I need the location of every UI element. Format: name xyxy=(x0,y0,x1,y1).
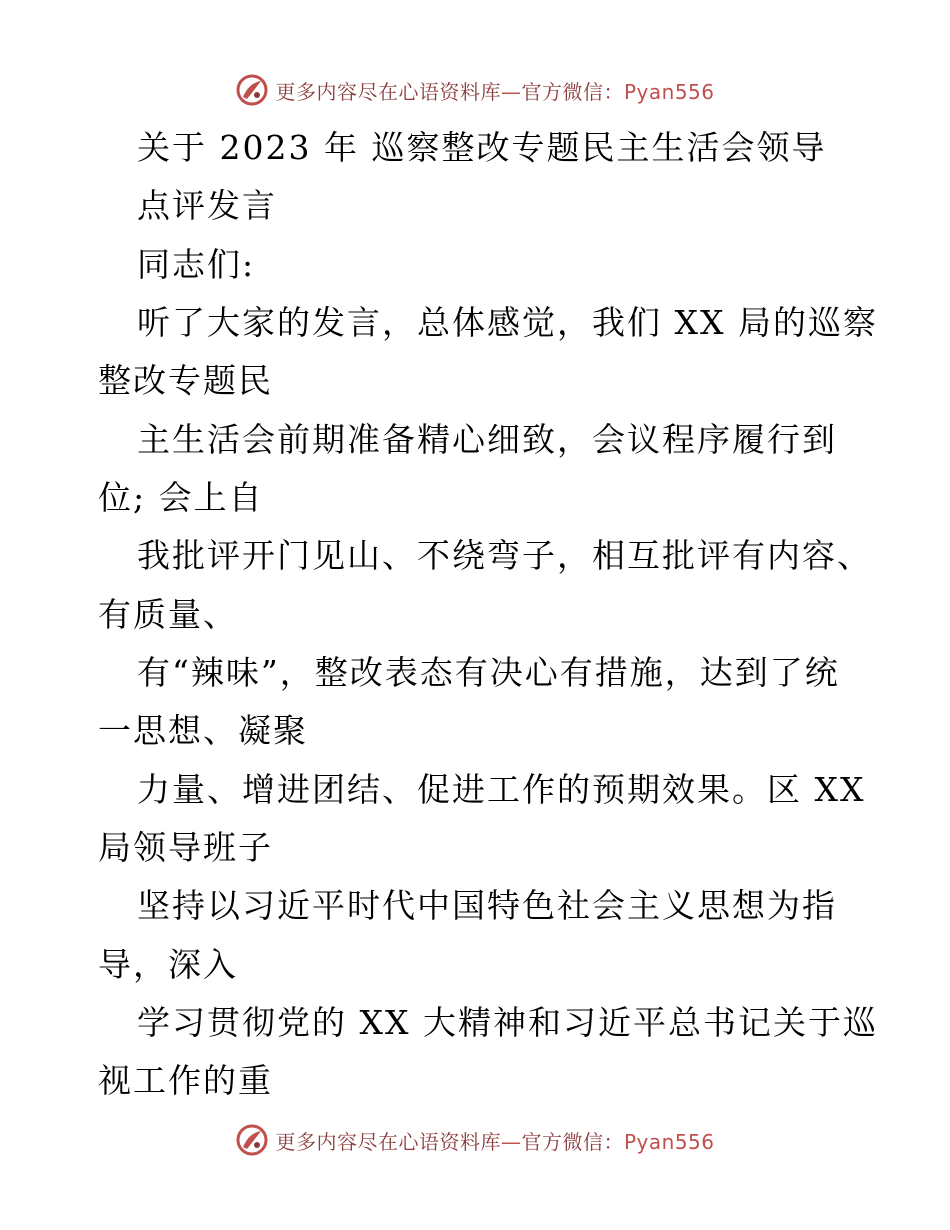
header-watermark-banner xyxy=(0,70,950,110)
paragraph-line: 有质量、 xyxy=(98,595,238,634)
footer-watermark-separator: — xyxy=(500,1129,522,1154)
paragraph-line: 整改专题民 xyxy=(98,361,273,400)
paragraph-line: 学习贯彻党的 XX 大精神和习近平总书记关于巡 xyxy=(137,1003,878,1042)
paragraph-line: 导，深入 xyxy=(98,945,238,984)
paragraph-line: 有“辣味”，整改表态有决心有措施，达到了统 xyxy=(137,653,840,692)
footer-watermark-wechat-id: Pyan556 xyxy=(623,1129,715,1154)
header-watermark-separator: — xyxy=(500,79,522,104)
paragraph-line: 局领导班子 xyxy=(98,828,273,867)
header-watermark-text xyxy=(275,76,714,105)
footer-watermark-text xyxy=(275,1126,714,1155)
paragraph-line: 一思想、凝聚 xyxy=(98,711,308,750)
salutation: 同志们: xyxy=(137,245,256,284)
paragraph-line: 力量、增进团结、促进工作的预期效果。区 XX xyxy=(137,770,866,809)
header-watermark-main: 更多内容尽在心语资料库 xyxy=(275,79,501,104)
brush-seal-icon xyxy=(235,1123,269,1157)
paragraph-line: 坚持以习近平时代中国特色社会主义思想为指 xyxy=(137,886,837,925)
paragraph-line: 主生活会前期准备精心细致，会议程序履行到 xyxy=(137,420,837,459)
footer-watermark-contact: 官方微信： xyxy=(521,1129,624,1154)
paragraph-line: 位; 会上自 xyxy=(98,478,264,517)
title-line-2: 点评发言 xyxy=(137,186,277,225)
header-watermark-wechat-id: Pyan556 xyxy=(623,79,715,104)
header-watermark-inner xyxy=(235,73,714,107)
paragraph-line: 视工作的重 xyxy=(98,1061,273,1100)
paragraph-line: 听了大家的发言，总体感觉，我们 XX 局的巡察 xyxy=(137,303,878,342)
paragraph-line: 我批评开门见山、不绕弯子，相互批评有内容、 xyxy=(137,536,872,575)
footer-watermark-banner xyxy=(0,1120,950,1160)
title-line-1: 关于 2023 年 巡察整改专题民主生活会领导 xyxy=(137,128,827,167)
footer-watermark-inner xyxy=(235,1123,714,1157)
brush-seal-icon xyxy=(235,73,269,107)
footer-watermark-main: 更多内容尽在心语资料库 xyxy=(275,1129,501,1154)
header-watermark-contact: 官方微信： xyxy=(521,79,624,104)
